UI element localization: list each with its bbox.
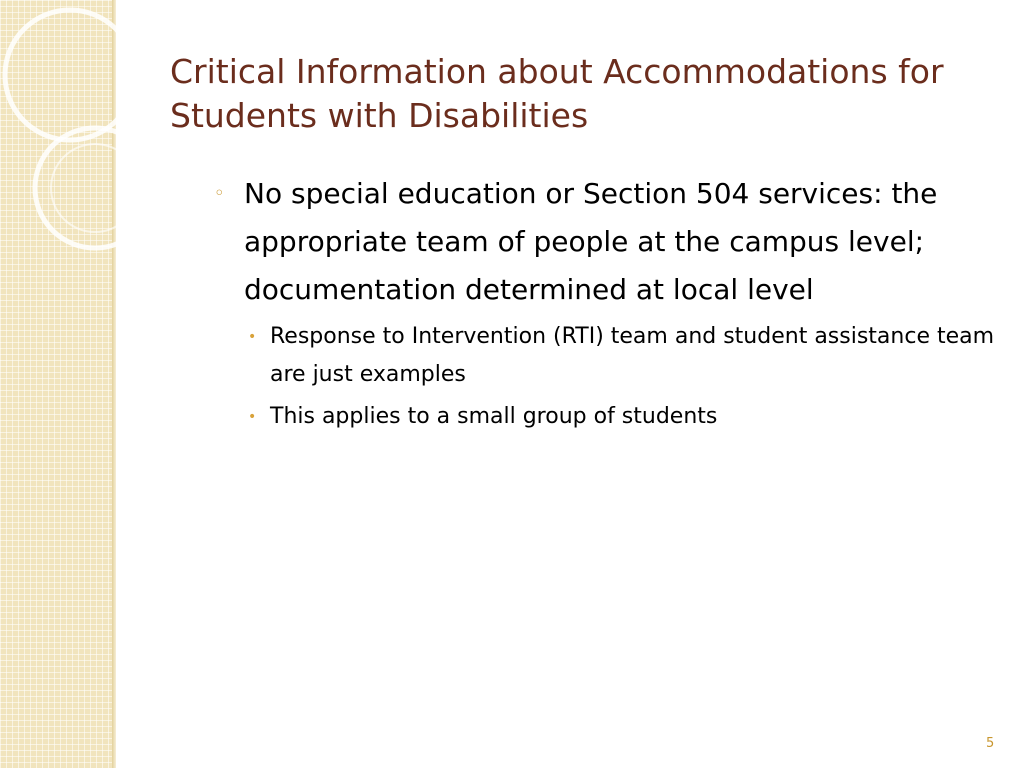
bullet-text: No special education or Section 504 services: the appropriate team of people at the campus level; documentation determined at local level: [244, 177, 938, 306]
slide-title: Critical Information about Accommodations for Students with Disabilities: [170, 52, 944, 135]
slide-body: [210, 170, 1000, 436]
dot-bullet-icon: •: [248, 329, 257, 345]
sub-bullet-text: Response to Intervention (RTI) team and student assistance team are just examples: [270, 324, 995, 387]
sub-bullet-text: This applies to a small group of students: [270, 404, 718, 429]
hollow-circle-bullet-icon: ◦: [214, 183, 225, 204]
page-number: 5: [986, 736, 995, 751]
decorative-circles-icon: [0, 0, 130, 300]
dot-bullet-icon: •: [248, 409, 257, 425]
sub-bullet-item: [244, 318, 1000, 394]
bullet-item: [210, 170, 1000, 314]
sub-bullet-item: [244, 398, 1000, 436]
